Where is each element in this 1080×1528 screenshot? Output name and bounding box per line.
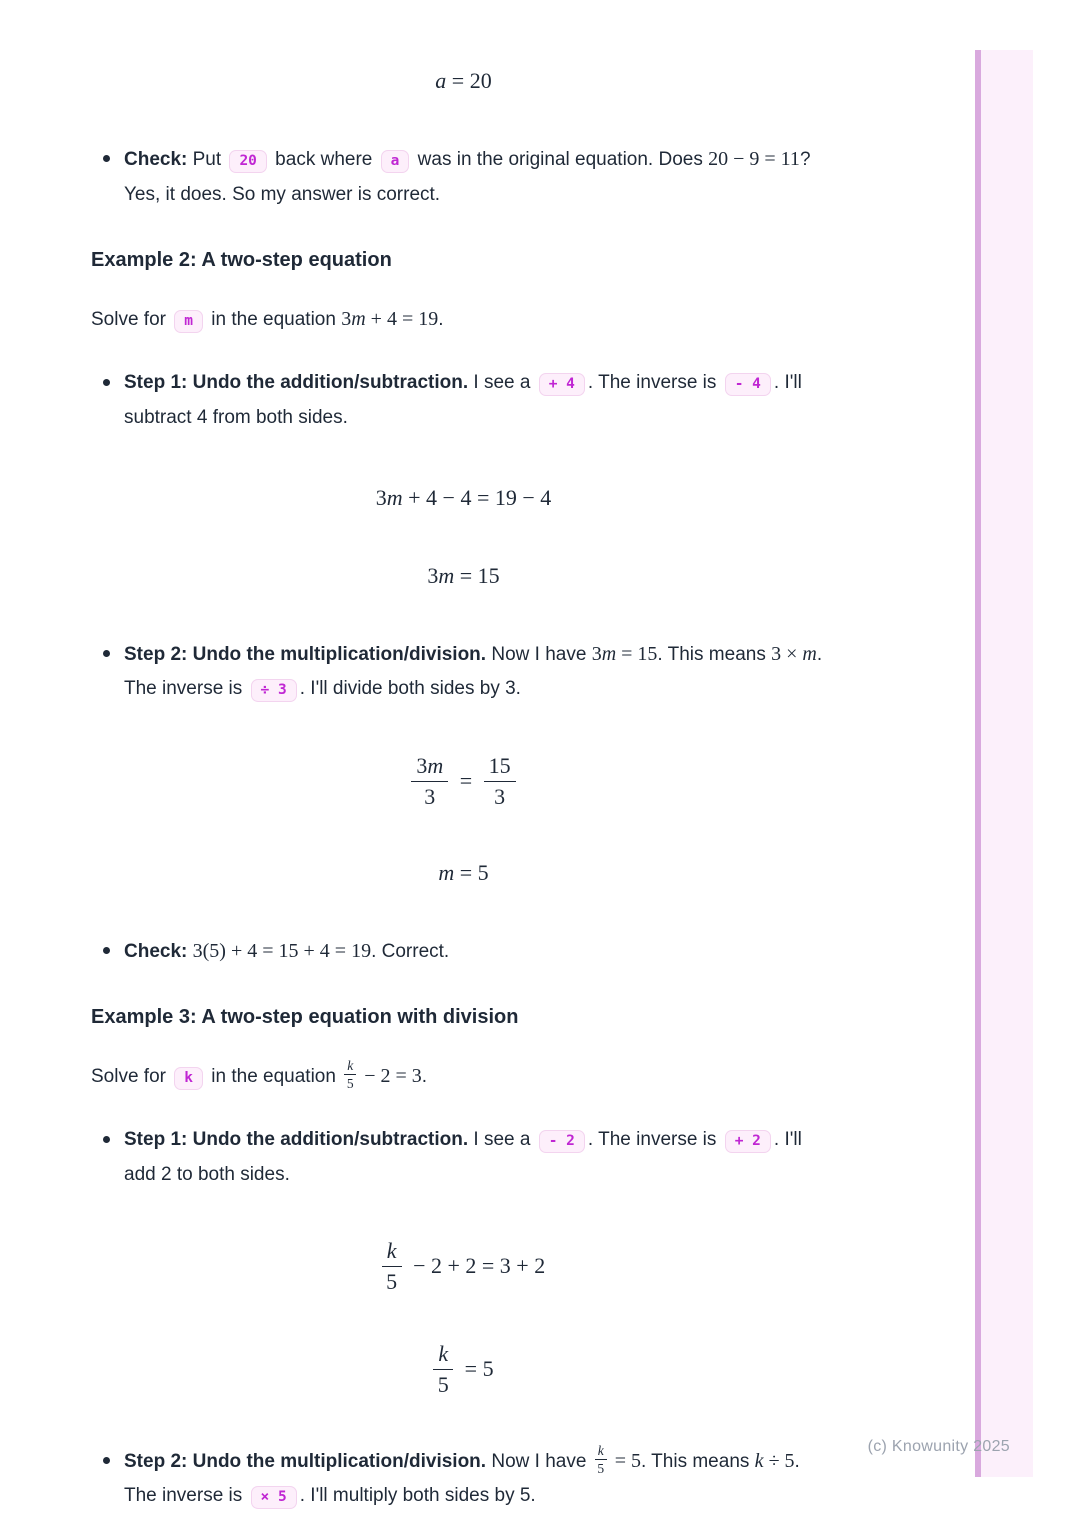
math-text: + 4 = 19 — [365, 307, 439, 330]
math-inline — [408, 1253, 546, 1278]
math-text: 20 − 9 = 11 — [708, 147, 800, 170]
bullet-dot — [103, 155, 110, 162]
math-variable: m — [427, 752, 444, 778]
bullet-step1-example3 — [91, 1123, 836, 1192]
bold-text: Step 1: Undo the addition/subtraction. — [124, 371, 469, 393]
text: . I'll divide both sides by 3. — [299, 677, 521, 699]
fraction — [344, 1058, 356, 1091]
display-equation-m-equals-5 — [91, 856, 836, 888]
solve-for-k-paragraph — [91, 1059, 836, 1095]
math-text: 5 — [386, 1268, 398, 1294]
math-text: 3 — [427, 562, 439, 588]
math-inline — [376, 485, 552, 510]
bold-text: Step 2: Undo the multiplication/division. — [124, 643, 487, 665]
bullet-dot — [103, 650, 110, 657]
fraction — [411, 753, 448, 810]
math-variable: m — [386, 484, 403, 510]
inline-code-chip: m — [174, 310, 203, 333]
inline-code-chip: + 2 — [725, 1130, 771, 1153]
math-text: 3 — [341, 307, 352, 330]
bullet-dot — [103, 1457, 110, 1464]
text: . I'll add 2 to both sides. — [124, 1128, 802, 1185]
text: Solve for — [91, 308, 172, 330]
math-variable: m — [438, 562, 455, 588]
bullet-dot — [103, 947, 110, 954]
fraction-denominator — [438, 1370, 449, 1398]
math-variable: m — [601, 642, 617, 665]
math-variable: k — [347, 1058, 354, 1074]
math-inline — [359, 1065, 422, 1087]
text: in the equation — [206, 1065, 342, 1087]
bullet-check-example2 — [91, 934, 836, 969]
text: was in the original equation. Does — [412, 148, 709, 170]
text: . I'll multiply both sides by 5. — [299, 1484, 536, 1506]
math-text: = 5 — [454, 859, 489, 885]
text: Now I have — [486, 643, 592, 665]
bullet-text — [124, 637, 836, 707]
fraction-denominator — [424, 782, 435, 810]
text: . The inverse is — [587, 371, 722, 393]
math-variable: a — [435, 67, 447, 93]
fraction — [484, 753, 516, 810]
inline-code-chip: 20 — [229, 150, 266, 173]
math-variable: k — [754, 1449, 764, 1472]
display-equation-a-equals-20 — [91, 64, 836, 96]
math-text: 5 — [346, 1076, 354, 1092]
bold-text: Check: — [124, 148, 188, 170]
math-variable: m — [351, 307, 366, 330]
page-edge-accent-bar — [981, 50, 1033, 1477]
math-inline — [459, 1356, 493, 1381]
math-inline — [592, 643, 658, 665]
math-text: = 20 — [446, 67, 492, 93]
math-variable: k — [438, 1340, 449, 1366]
fraction — [382, 1238, 402, 1295]
fraction-denominator — [597, 1460, 604, 1476]
inline-code-chip: - 4 — [725, 373, 771, 396]
bullet-text — [124, 366, 836, 435]
bullet-step2-example2 — [91, 637, 836, 707]
text: in the equation — [206, 308, 342, 330]
text: . This means — [640, 1450, 755, 1472]
heading-example-3: Example 3: A two-step equation with division — [91, 1005, 519, 1028]
math-inline — [771, 643, 817, 665]
math-inline — [427, 563, 499, 588]
bullet-dot — [103, 1136, 110, 1143]
inline-code-chip: k — [174, 1067, 203, 1090]
math-text: − 2 = 3 — [359, 1064, 422, 1087]
inline-code-chip: - 2 — [539, 1130, 585, 1153]
math-variable: m — [802, 642, 817, 665]
fraction-numerator — [595, 1443, 607, 1460]
fraction-denominator — [347, 1075, 354, 1091]
math-inline — [755, 1450, 795, 1472]
text: back where — [269, 148, 378, 170]
bold-text: Step 1: Undo the addition/subtraction. — [124, 1128, 469, 1150]
math-inline — [341, 308, 438, 330]
solve-for-m-paragraph — [91, 302, 836, 338]
fraction-denominator — [386, 1267, 397, 1295]
text: I see a — [468, 1128, 536, 1150]
display-equation-3m-equals-15 — [91, 559, 836, 591]
bullet-check-example1 — [91, 142, 836, 212]
text: ? Yes, it does. So my answer is correct. — [124, 148, 811, 205]
text: . The inverse is — [124, 643, 823, 699]
math-text: = — [454, 768, 478, 794]
display-equation-3m-plus-4-minus-4 — [91, 481, 836, 513]
document-content — [91, 64, 836, 1528]
math-text: = 15 — [454, 562, 500, 588]
bullet-text — [124, 1123, 836, 1192]
bullet-step2-example3 — [91, 1444, 836, 1514]
heading-example-2: Example 2: A two-step equation — [91, 248, 392, 271]
math-text: 3 — [416, 752, 428, 778]
math-text: 5 — [437, 1371, 449, 1397]
text: . Correct. — [371, 940, 450, 962]
inline-code-chip: a — [381, 150, 410, 173]
math-text: 3 — [375, 484, 387, 510]
math-inline — [610, 1450, 641, 1472]
math-text: 3 — [494, 783, 506, 809]
display-equation-k-over-5-equals-5 — [91, 1341, 836, 1398]
text: . I'll subtract 4 from both sides. — [124, 371, 802, 428]
inline-code-chip: ÷ 3 — [251, 679, 297, 702]
bullet-text — [124, 142, 836, 212]
math-text: ÷ 5 — [763, 1449, 795, 1472]
bullet-step1-example2 — [91, 366, 836, 435]
inline-code-chip: × 5 — [251, 1486, 297, 1509]
text: I see a — [468, 371, 536, 393]
text: . — [421, 1065, 428, 1087]
copyright-watermark: (c) Knowunity 2025 — [867, 1438, 1010, 1455]
fraction — [595, 1443, 607, 1476]
math-variable: k — [386, 1237, 397, 1263]
math-inline — [435, 68, 491, 93]
math-variable: k — [597, 1443, 604, 1459]
fraction-numerator — [433, 1341, 453, 1370]
text: Now I have — [486, 1450, 592, 1472]
math-inline — [454, 768, 477, 793]
bold-text: Check: — [124, 940, 188, 962]
math-text: = 5 — [459, 1356, 494, 1382]
text: Solve for — [91, 1065, 172, 1087]
fraction-numerator — [344, 1058, 356, 1075]
bullet-dot — [103, 379, 110, 386]
bullet-text — [124, 1444, 836, 1514]
display-equation-3m-over-3 — [91, 753, 836, 810]
math-text: 5 — [597, 1461, 605, 1477]
display-equation-k-over-5-minus-2-plus-2 — [91, 1238, 836, 1295]
math-inline — [708, 148, 800, 170]
math-text: + 4 − 4 = 19 − 4 — [402, 484, 552, 510]
math-text: = 15 — [616, 642, 658, 665]
fraction-numerator — [382, 1238, 402, 1267]
math-inline — [193, 940, 371, 962]
inline-code-chip: + 4 — [539, 373, 585, 396]
math-text: = 5 — [609, 1449, 641, 1472]
fraction-numerator — [484, 753, 516, 782]
math-text: 3(5) + 4 = 15 + 4 = 19 — [192, 939, 372, 962]
text: . The inverse is — [124, 1450, 800, 1506]
fraction-numerator — [411, 753, 448, 782]
math-text: 15 — [488, 752, 511, 778]
fraction — [433, 1341, 453, 1398]
text: . This means — [657, 643, 772, 665]
fraction-denominator — [494, 782, 505, 810]
math-text: 3 — [591, 642, 602, 665]
math-variable: m — [438, 859, 455, 885]
text: . — [438, 308, 444, 330]
bullet-text — [124, 934, 836, 969]
math-inline — [438, 860, 488, 885]
math-text: − 2 + 2 = 3 + 2 — [407, 1253, 546, 1279]
math-text: 3 — [424, 783, 436, 809]
math-text: 3 × — [771, 642, 803, 665]
text: Put — [187, 148, 227, 170]
text: . The inverse is — [587, 1128, 722, 1150]
bold-text: Step 2: Undo the multiplication/division. — [124, 1450, 487, 1472]
